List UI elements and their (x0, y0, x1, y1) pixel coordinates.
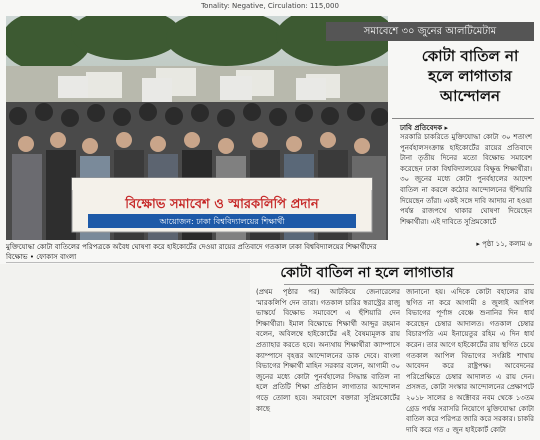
photo-banner-subline: আয়োজন: ঢাকা বিশ্ববিদ্যালয়ের শিক্ষার্থী (159, 217, 285, 226)
clipping-meta: Tonality: Negative, Circulation: 115,000 (201, 2, 339, 10)
continuation-column-2: জানানো হয়। এদিকে কোটা বহালের রায় স্থগিত না করে আগামী ৪ জুলাই আপিল বিভাগের পূর্ণাঙ্গ বেঞ্চে শুনানির দিন ধার্য করেছেন চেম্বার আদালত। গতকাল চেম্বার বিচারপতি এম ইনায়েতুর রহিম এ দিন ধার্য করেন। তার আগে হাইকোর্টের রায় স্থগিত চেয়ে গতকাল আপিল বিভাগের সংশ্লিষ্ট শাখায় আবেদন করে রাষ্ট্রপক্ষ। আবেদনের পরিপ্রেক্ষিতে চেম্বার আদালত এ রায় দেন। প্রসঙ্গত, কোটা সংস্কার আন্দোলনের প্রেক্ষাপটে ২০১৮ সালের ৪ অক্টোবর নবম থেকে ১৩তম গ্রেড পর্যন্ত সরাসরি নিয়োগে মুক্তিযোদ্ধা কোটা বাতিল করে পরিপত্র জারি করে সরকার। চাকরি দাবি করে গত ৫ জুন হাইকোর্ট কোটা (406, 288, 534, 434)
adjacent-blank-area (0, 264, 250, 440)
lead-column: সরকারি চাকরিতে মুক্তিযোদ্ধা কোটা ৩০ শতাংশ পুনর্বহালসংক্রান্ত হাইকোর্টের রায়ের প্রতিবাদে টানা তৃতীয় দিনের মতো বিক্ষোভ সমাবেশ করেছেন ঢাকা বিশ্ববিদ্যালয়ের বিক্ষুব্ধ শিক্ষার্থীরা। ৩০ জুনের মধ্যে কোটা পুনর্বহালের আদেশ বাতিল না করলে কঠোর আন্দোলনের হুঁশিয়ারি দিয়েছেন তাঁরা। একই সঙ্গে দাবি আদায় না হওয়া পর্যন্ত রাজপথে থাকার ঘোষণা দিয়েছেন শিক্ষার্থীরা। এই দাবিতে সুপ্রিমকোর্টে (400, 133, 532, 226)
story-kicker: সমাবেশে ৩০ জুনের আলটিমেটাম (326, 22, 534, 41)
page-continuation-ref: ▸ পৃষ্ঠা ১১, কলাম ৬ (476, 240, 532, 248)
continuation-headline: কোটা বাতিল না হলে লাগাতার (280, 265, 454, 281)
photo-banner-headline: বিক্ষোভ সমাবেশ ও স্মারকলিপি প্রদান (125, 197, 319, 212)
continuation-column-1: (প্রথম পৃষ্ঠার পর) আটকিয়ে জেনারেলের 'মারকলিপি দেন তারা। গতকাল চারির স্বরাস্ট্রের রাজু ভাস্কর্যে বিক্ষোভ সমাবেশে এ হুঁশিয়ারি দেন শিক্ষার্থীরা। ইমাল বিক্ষোভে শিক্ষার্থী আব্দুর রহমান বলেন, অবিলম্বে হাইকোর্টের এই বৈষম্যমূলক রায় প্রত্যাহার করতে হবে। অন্যথায় শিক্ষার্থীরা ক্যাম্পাসে ক্যাম্পাসে বৃহত্তর আন্দোলনের ডাক দেবে। বাংলা বিভাগের শিক্ষার্থী মাহিন সরকার বলেন, আগামী ৩০ জুনের মধ্যে কোটা পুনর্বহালের সিদ্ধান্ত বাতিল না হলে প্রতিটি শিক্ষা প্রতিষ্ঠান লাগাতার আন্দোলন গড়ে তোলা হবে। সমাবেশে বক্তারা সুপ্রিমকোর্টের কাছে (256, 288, 400, 413)
continuation-rule (284, 284, 534, 285)
photo-caption: মুক্তিযোদ্ধা কোটা বাতিলের পরিপত্রকে অবৈধ ঘোষণা করে হাইকোর্টের দেওয়া রায়ের প্রতিবাদে গতকাল ঢাকা বিশ্ববিদ্যালয়ের শিক্ষার্থীদের বিক্ষোভ • ফোকাস বাংলা (6, 243, 377, 261)
main-headline: কোটা বাতিল না হলে লাগাতার আন্দোলন (421, 47, 519, 105)
protest-photo (6, 16, 388, 240)
byline: ঢাবি প্রতিবেদক ▸ (400, 124, 449, 132)
headline-rule (392, 118, 534, 119)
